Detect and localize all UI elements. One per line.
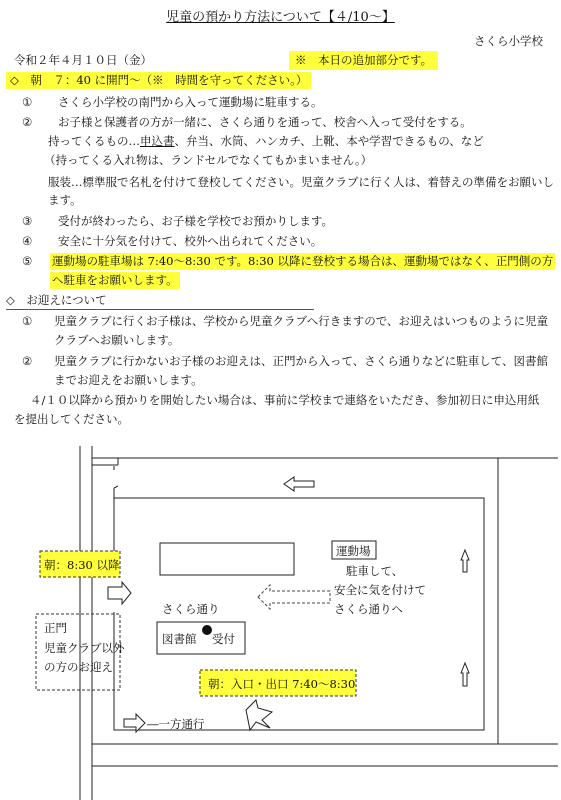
clothes-line: 服装…標準服で名札を付けて登校してください。児童クラブに行く人は、着替えの準備をお願いし [48, 175, 554, 189]
date: 令和２年４月１０日（金） [14, 53, 152, 67]
dashed-arrow-left [258, 585, 330, 609]
main-gate-text: の方のお迎え [44, 660, 113, 674]
list-item: お子様と保護者の方が一緒に、さくら通りを通って、校舎へ入って受付をする。 [58, 115, 472, 129]
item-num: ② [22, 115, 33, 129]
entrance-label: 朝：入口・出口 7:40～8:30 [208, 677, 356, 691]
bring-items: 持ってくるもの…申込書、弁当、水筒、ハンカチ、上靴、本や学習できるもの、など [48, 134, 484, 148]
sakura-street-label: さくら通り [162, 602, 220, 616]
notice: を提出してください。 [14, 412, 129, 426]
list-item: クラブへお願いします。 [54, 333, 180, 347]
item-num: ③ [22, 214, 33, 228]
school-building [160, 543, 294, 575]
ground-text: さくら通りへ [334, 602, 403, 616]
list-item: 受付が終わったら、お子様を学校でお預かりします。 [58, 214, 333, 228]
ground-title: 運動場 [336, 544, 371, 558]
list-item: 児童クラブに行かないお子様のお迎えは、正門から入って、さくら通りなどに駐車して、図書館 [54, 354, 549, 368]
oneway-label: ―一方通行 [147, 717, 205, 731]
application-form-label: 申込書 [140, 134, 175, 148]
item-num: ④ [22, 234, 33, 248]
oneway-arrow [124, 714, 145, 732]
morning-after-label: 朝：8:30 以降 [44, 558, 120, 572]
pickup-heading: ◇ お迎えについて [6, 293, 107, 307]
ground-text: 駐車して、 [346, 564, 404, 578]
list-item: 児童クラブに行くお子様は、学校から児童クラブへ行きますので、お迎えはいつものように児童 [54, 314, 549, 328]
main-gate-label: 正門 [44, 621, 67, 635]
library-label: 図書館 [162, 632, 197, 646]
item-num: ① [22, 95, 33, 109]
reception-dot [202, 625, 212, 635]
list-item: 安全に十分気を付けて、校外へ出られてください。 [58, 234, 323, 248]
item-num: ⑤ [22, 254, 33, 268]
arrow-up-right-1 [461, 550, 469, 572]
parking-notice: 運動場の駐車場は 7:40～8:30 です。8:30 以降に登校する場合は、運動場ではなく、正門側の方 [52, 254, 554, 268]
morning-heading: ◇ 朝 ７：40 に開門～（※ 時間を守ってください。） [6, 72, 311, 89]
arrow-right-gate [108, 582, 131, 604]
entrance-arrows [246, 700, 272, 730]
item-num: ① [22, 314, 33, 328]
main-gate-text: 児童クラブ以外 [44, 641, 125, 655]
added-note: ※ 本日の追加部分です。 [289, 51, 438, 70]
list-item: までお迎えをお願いします。 [54, 373, 203, 387]
parking-notice: へ駐車をお願いします。 [52, 273, 178, 287]
school-name: さくら小学校 [474, 34, 543, 48]
list-item: さくら小学校の南門から入って運動場に駐車する。 [58, 95, 323, 109]
notice: ４/１０以降から預かりを開始したい場合は、事前に学校まで連絡をいただき、参加初日に申込用紙 [30, 393, 540, 407]
clothes-line: ます。 [48, 193, 82, 207]
page-title: 児童の預かり方法について【４/10～】 [166, 10, 395, 25]
arrow-up-right-2 [461, 663, 469, 686]
reception-label: 受付 [212, 632, 235, 646]
item-num: ② [22, 354, 33, 368]
arrow-left-top [284, 477, 314, 491]
ground-text: 安全に気を付けて [334, 583, 426, 597]
bag-note: （持ってくる入れ物は、ランドセルでなくてもかまいません。） [44, 153, 373, 167]
